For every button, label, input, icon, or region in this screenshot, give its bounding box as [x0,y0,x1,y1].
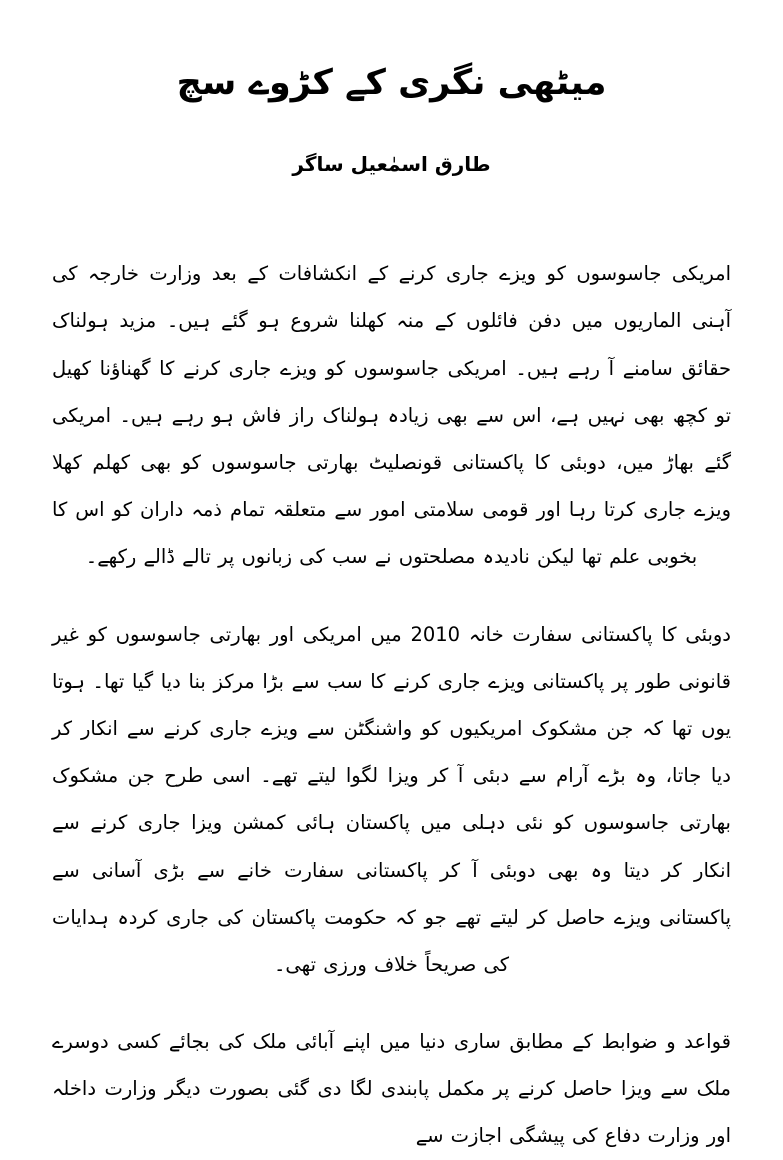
author-byline: طارق اسمٰعیل ساگر [292,152,491,177]
article-body [52,250,731,1159]
paragraph: قواعد و ضوابط کے مطابق ساری دنیا میں اپنے آبائی ملک کی بجائے کسی دوسرے ملک سے ویزا حاصل کرنے پر مکمل پابندی لگا دی گئی بصورت دیگر وزارت داخلہ اور وزارت دفاع کی پیشگی اجازت سے [52,1030,731,1148]
paragraph: دوبئی کا پاکستانی سفارت خانہ 2010 میں امریکی اور بھارتی جاسوسوں کو غیر قانونی طور پر پاکستانی ویزے جاری کرنے کا سب سے بڑا مرکز بنا دیا گیا تھا۔ ہوتا یوں تھا کہ جن مشکوک امریکیوں کو واشنگٹن سے ویزے جاری کرنے سے انکار کر دیا جاتا، وہ بڑے آرام سے دبئی آ کر ویزا لگوا لیتے تھے۔ اسی طرح جن مشکوک بھارتی جاسوسوں کو نئی دہلی میں پاکستان ہائی کمشن ویزا جاری کرنے سے انکار کر دیتا وہ بھی دوبئی آ کر پاکستانی سفارت خانے سے بڑی آسانی سے پاکستانی ویزے حاصل کر لیتے تھے جو کہ حکومت پاکستان کی جاری کردہ ہدایات کی صریحاً خلاف ورزی تھی۔ [52,622,731,976]
paragraph: امریکی جاسوسوں کو ویزے جاری کرنے کے انکشافات کے بعد وزارت خارجہ کی آہنی الماریوں میں دفن فائلوں کے منہ کھلنا شروع ہو گئے ہیں۔ مزید ہولناک حقائق سامنے آ رہے ہیں۔ امریکی جاسوسوں کو ویزے جاری کرنے کا گھناؤنا کھیل تو کچھ بھی نہیں ہے، اس سے بھی زیادہ ہولناک راز فاش ہو رہے ہیں۔ امریکی گئے بھاڑ میں، دوبئی کا پاکستانی قونصلیٹ بھارتی جاسوسوں کو بھی کھلم کھلا ویزے جاری کرتا رہا اور قومی سلامتی امور سے متعلقہ تمام ذمہ داران کو اس کا بخوبی علم تھا لیکن نادیدہ مصلحتوں نے سب کی زبانوں پر تالے ڈالے رکھے۔ [52,262,731,569]
page-title: میٹھی نگری کے کڑوے سچ [176,63,607,103]
